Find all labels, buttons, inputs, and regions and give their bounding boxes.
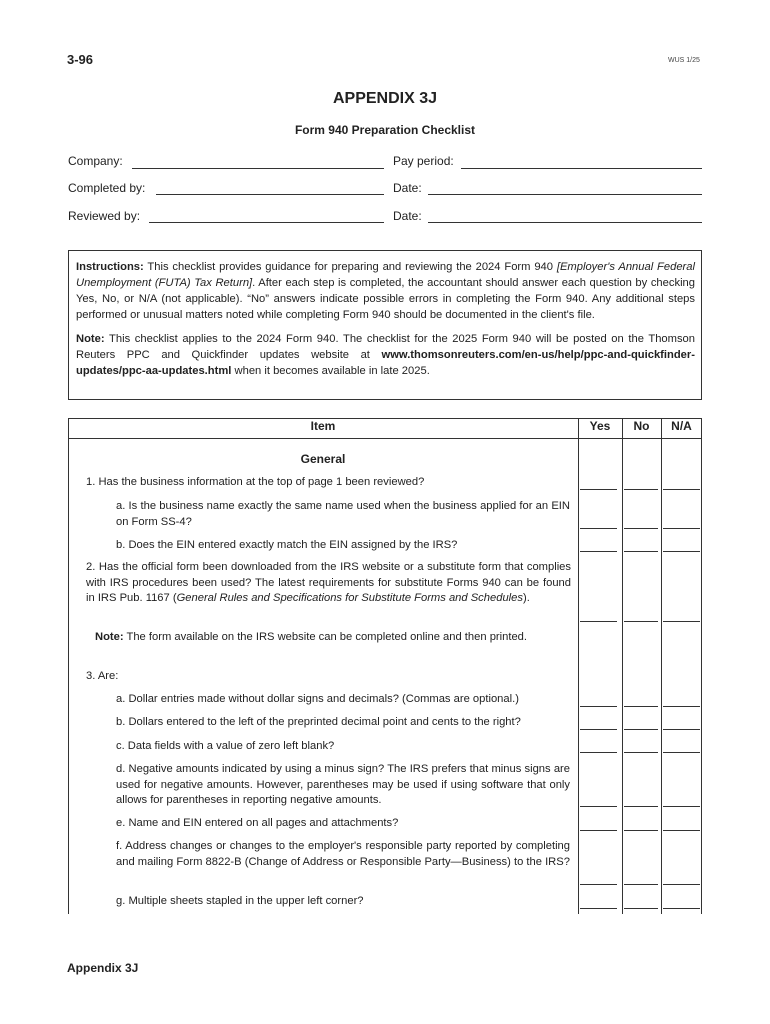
column-divider [578,418,579,914]
question-3g: g. Multiple sheets stapled in the upper left corner? [116,895,364,907]
answer-na-blank[interactable] [663,621,700,622]
question-2-end: ). [522,592,530,604]
date-label-1: Date: [393,181,422,195]
answer-no-blank[interactable] [624,908,658,909]
note-label: Note: [76,333,105,345]
question-3f: f. Address changes or changes to the employer's responsible party reported by completing and mailing Form 8822-B (Change of Address or Responsible Party—Business) to the IRS? [116,840,570,868]
answer-na-blank[interactable] [663,706,700,707]
date-field-1[interactable] [428,193,702,195]
note-paragraph [76,331,695,379]
question-3d: d. Negative amounts indicated by using a minus sign? The IRS prefers that minus signs are used for negative amounts. However, parentheses may be used if using software that only allows for parentheses in reporting negative amounts. [116,763,570,806]
instructions-paragraph [76,259,695,323]
answer-yes-blank[interactable] [580,528,617,529]
column-header-na: N/A [671,419,692,433]
question-3c: c. Data fields with a value of zero left blank? [116,740,335,752]
question-3e: e. Name and EIN entered on all pages and attachments? [116,817,399,829]
column-divider [661,418,662,914]
company-label: Company: [68,154,123,168]
column-header-item: Item [310,419,336,433]
note-2 [95,630,570,646]
instructions-text-2: . After each step is completed, the accountant should answer each question by checking Yes, No, or N/A (not applicable). “No” answers indicate possible errors in completing the Form 940. Any additional steps performed or unusual matters noted while completing Form 940 should be documented in the client's file. [76,277,695,321]
answer-yes-blank[interactable] [580,806,617,807]
date-label-2: Date: [393,209,422,223]
completed-by-label: Completed by: [68,181,146,195]
revision-code: WUS 1/25 [668,57,700,64]
pay-period-field[interactable] [461,167,702,169]
answer-no-blank[interactable] [624,621,658,622]
instructions-label: Instructions: [76,261,144,273]
page-number: 3-96 [67,52,94,67]
answer-na-blank[interactable] [663,551,700,552]
question-3: 3. Are: [86,670,119,682]
instructions-text-1: This checklist provides guidance for preparing and reviewing the 2024 Form 940 [143,261,557,273]
answer-na-blank[interactable] [663,908,700,909]
answer-no-blank[interactable] [624,830,658,831]
question-1: 1. Has the business information at the top of page 1 been reviewed? [86,476,425,488]
answer-yes-blank[interactable] [580,752,617,753]
answer-yes-blank[interactable] [580,551,617,552]
answer-na-blank[interactable] [663,752,700,753]
answer-na-blank[interactable] [663,806,700,807]
note-text-2: when it becomes available in late 2025. [231,365,430,377]
question-2 [86,560,571,607]
answer-yes-blank[interactable] [580,621,617,622]
instructions-form-name: [Employer's Annual Federal Unemployment (FUTA) Tax Return] [76,261,695,289]
reviewed-by-field[interactable] [149,221,384,223]
column-header-no: No [633,419,650,433]
answer-yes-blank[interactable] [580,908,617,909]
reviewed-by-label: Reviewed by: [68,209,141,223]
answer-na-blank[interactable] [663,830,700,831]
question-2-text: 2. Has the official form been downloaded from the IRS website or a substitute form that complies with IRS procedures been used? The latest requirements for substitute Forms 940 can be found in IRS Pub. 1167 ( [86,561,571,604]
date-field-2[interactable] [428,221,702,223]
footer-label: Appendix 3J [67,961,139,975]
answer-na-blank[interactable] [663,489,700,490]
question-1a: a. Is the business name exactly the same name used when the business applied for an EIN on Form SS-4? [116,500,570,528]
answer-no-blank[interactable] [624,551,658,552]
column-divider [622,418,623,914]
updates-link[interactable]: www.thomsonreuters.com/en-us/help/ppc-and-quickfinder-updates/ppc-aa-updates.html [76,349,695,377]
column-header-yes: Yes [589,419,611,433]
instructions-box [68,250,702,400]
answer-na-blank[interactable] [663,884,700,885]
answer-no-blank[interactable] [624,706,658,707]
answer-yes-blank[interactable] [580,706,617,707]
answer-no-blank[interactable] [624,489,658,490]
answer-yes-blank[interactable] [580,489,617,490]
answer-na-blank[interactable] [663,729,700,730]
question-3a: a. Dollar entries made without dollar signs and decimals? (Commas are optional.) [116,693,519,705]
company-field[interactable] [132,167,384,169]
answer-no-blank[interactable] [624,752,658,753]
note-2-text: The form available on the IRS website can be completed online and then printed. [123,631,528,643]
answer-no-blank[interactable] [624,729,658,730]
answer-yes-blank[interactable] [580,729,617,730]
answer-no-blank[interactable] [624,884,658,885]
answer-yes-blank[interactable] [580,884,617,885]
question-1b: b. Does the EIN entered exactly match the EIN assigned by the IRS? [116,539,458,551]
question-3b: b. Dollars entered to the left of the preprinted decimal point and cents to the right? [116,716,521,728]
question-2-publication: General Rules and Specifications for Substitute Forms and Schedules [176,592,523,604]
pay-period-label: Pay period: [393,154,454,168]
answer-na-blank[interactable] [663,528,700,529]
answer-no-blank[interactable] [624,528,658,529]
answer-no-blank[interactable] [624,806,658,807]
note-text-1: This checklist applies to the 2024 Form 940. The checklist for the 2025 Form 940 will be posted on the Thomson Reuters PPC and Quickfinder updates website at [76,333,695,361]
appendix-title: APPENDIX 3J [332,90,438,107]
section-general: General [300,452,346,466]
note-2-label: Note: [95,631,124,643]
header-divider [68,438,702,439]
form-title: Form 940 Preparation Checklist [294,123,476,137]
answer-yes-blank[interactable] [580,830,617,831]
completed-by-field[interactable] [156,193,384,195]
